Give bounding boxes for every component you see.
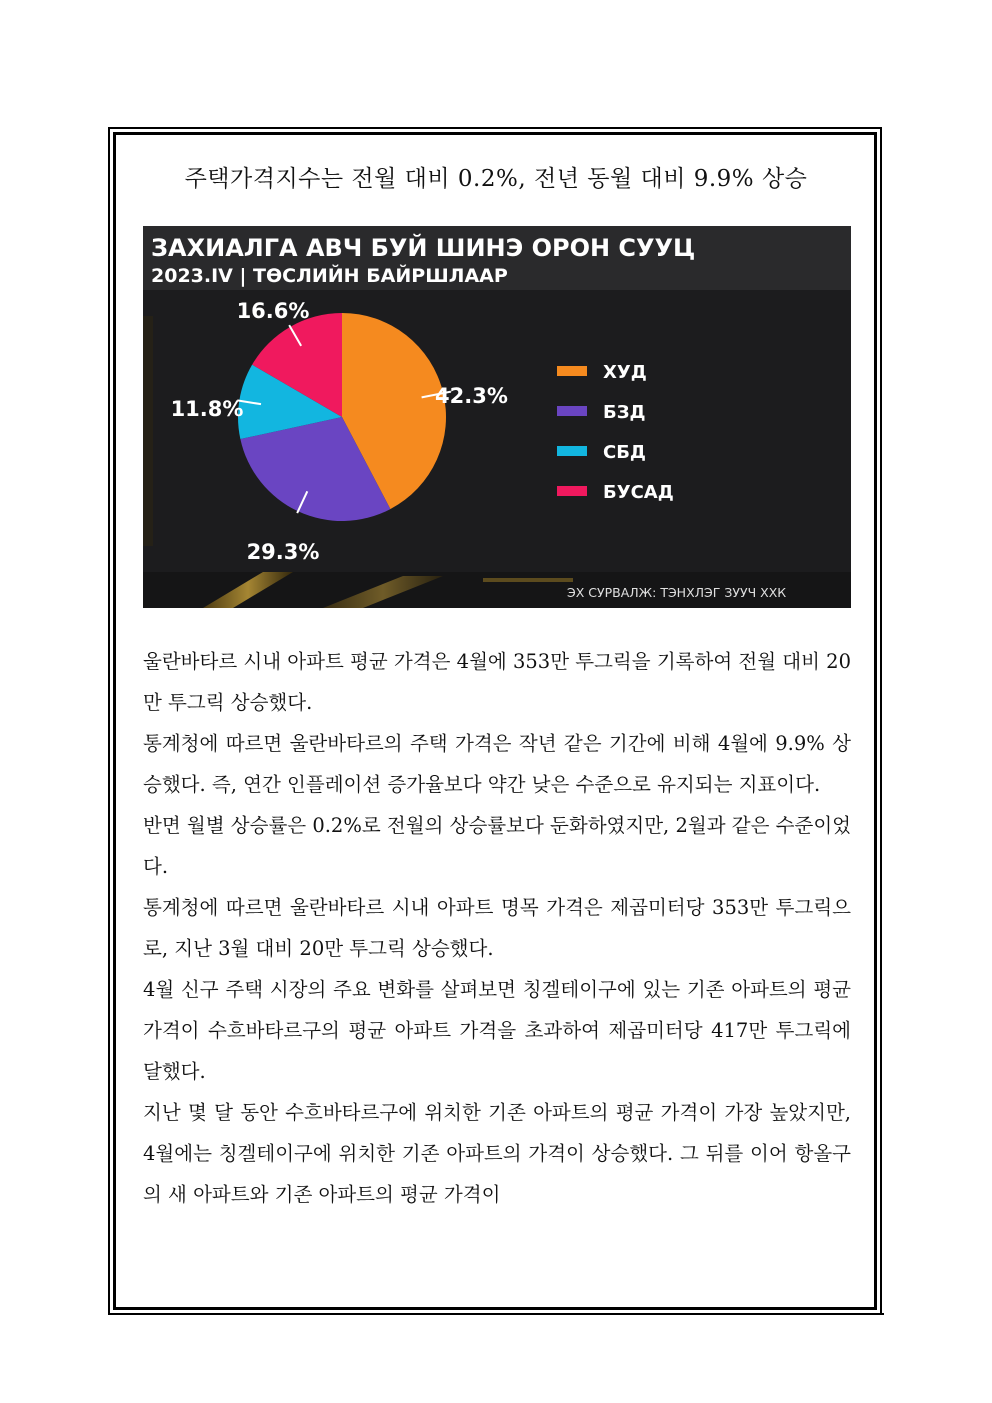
legend-label-БЗД: БЗД	[603, 402, 646, 423]
chart-source: ЭХ СУРВАЛЖ: ТЭНХЛЭГ ЗУУЧ ХХК	[567, 585, 787, 600]
data-label-ХУД: 42.3%	[435, 384, 508, 408]
pie-slices	[238, 313, 446, 521]
paragraph: 통계청에 따르면 울란바타르의 주택 가격은 작년 같은 기간에 비해 4월에 9.9% 상승했다. 즉, 연간 인플레이션 증가율보다 약간 낮은 수준으로 유지되는 지표이다.	[143, 732, 851, 796]
pie-chart-image	[143, 226, 851, 608]
paragraph: 4월 신구 주택 시장의 주요 변화를 살펴보면 칭겔테이구에 있는 기존 아파트의 평균 가격이 수흐바타르구의 평균 아파트 가격을 초과하여 제곱미터당 417만 투그릭에 달했다.	[143, 978, 851, 1083]
paragraph: 반면 월별 상승률은 0.2%로 전월의 상승률보다 둔화하였지만, 2월과 같은 수준이었다.	[143, 814, 851, 878]
legend-swatch-БЗД	[557, 406, 587, 416]
bottom-rule	[110, 1313, 884, 1315]
paragraph: 울란바타르 시내 아파트 평균 가격은 4월에 353만 투그릭을 기록하여 전월 대비 20만 투그릭 상승했다.	[143, 650, 851, 714]
legend-label-ХУД: ХУД	[603, 362, 647, 383]
data-label-БУСАД: 16.6%	[236, 299, 310, 323]
headline: 주택가격지수는 전월 대비 0.2%, 전년 동월 대비 9.9% 상승	[184, 166, 808, 192]
paragraph: 지난 몇 달 동안 수흐바타르구에 위치한 기존 아파트의 평균 가격이 가장 높았지만, 4월에는 칭겔테이구에 위치한 기존 아파트의 가격이 상승했다. 그 뒤를 이어 항올구의 새 아파트와 기존 아파트의 평균 가격이	[143, 1101, 851, 1206]
legend-label-СБД: СБД	[603, 442, 646, 463]
chart-subtitle: 2023.IV | ТӨСЛИЙН БАЙРШЛААР	[151, 265, 508, 287]
legend-swatch-ХУД	[557, 366, 587, 376]
legend-swatch-БУСАД	[557, 486, 587, 496]
data-label-СБД: 11.8%	[170, 397, 244, 421]
data-label-БЗД: 29.3%	[246, 540, 320, 564]
legend-swatch-СБД	[557, 446, 587, 456]
paragraph: 통계청에 따르면 울란바타르 시내 아파트 명목 가격은 제곱미터당 353만 투그릭으로, 지난 3월 대비 20만 투그릭 상승했다.	[143, 896, 851, 960]
legend-label-БУСАД: БУСАД	[603, 482, 674, 503]
article-body	[143, 641, 851, 1215]
chart-title: ЗАХИАЛГА АВЧ БУЙ ШИНЭ ОРОН СУУЦ	[151, 234, 696, 262]
